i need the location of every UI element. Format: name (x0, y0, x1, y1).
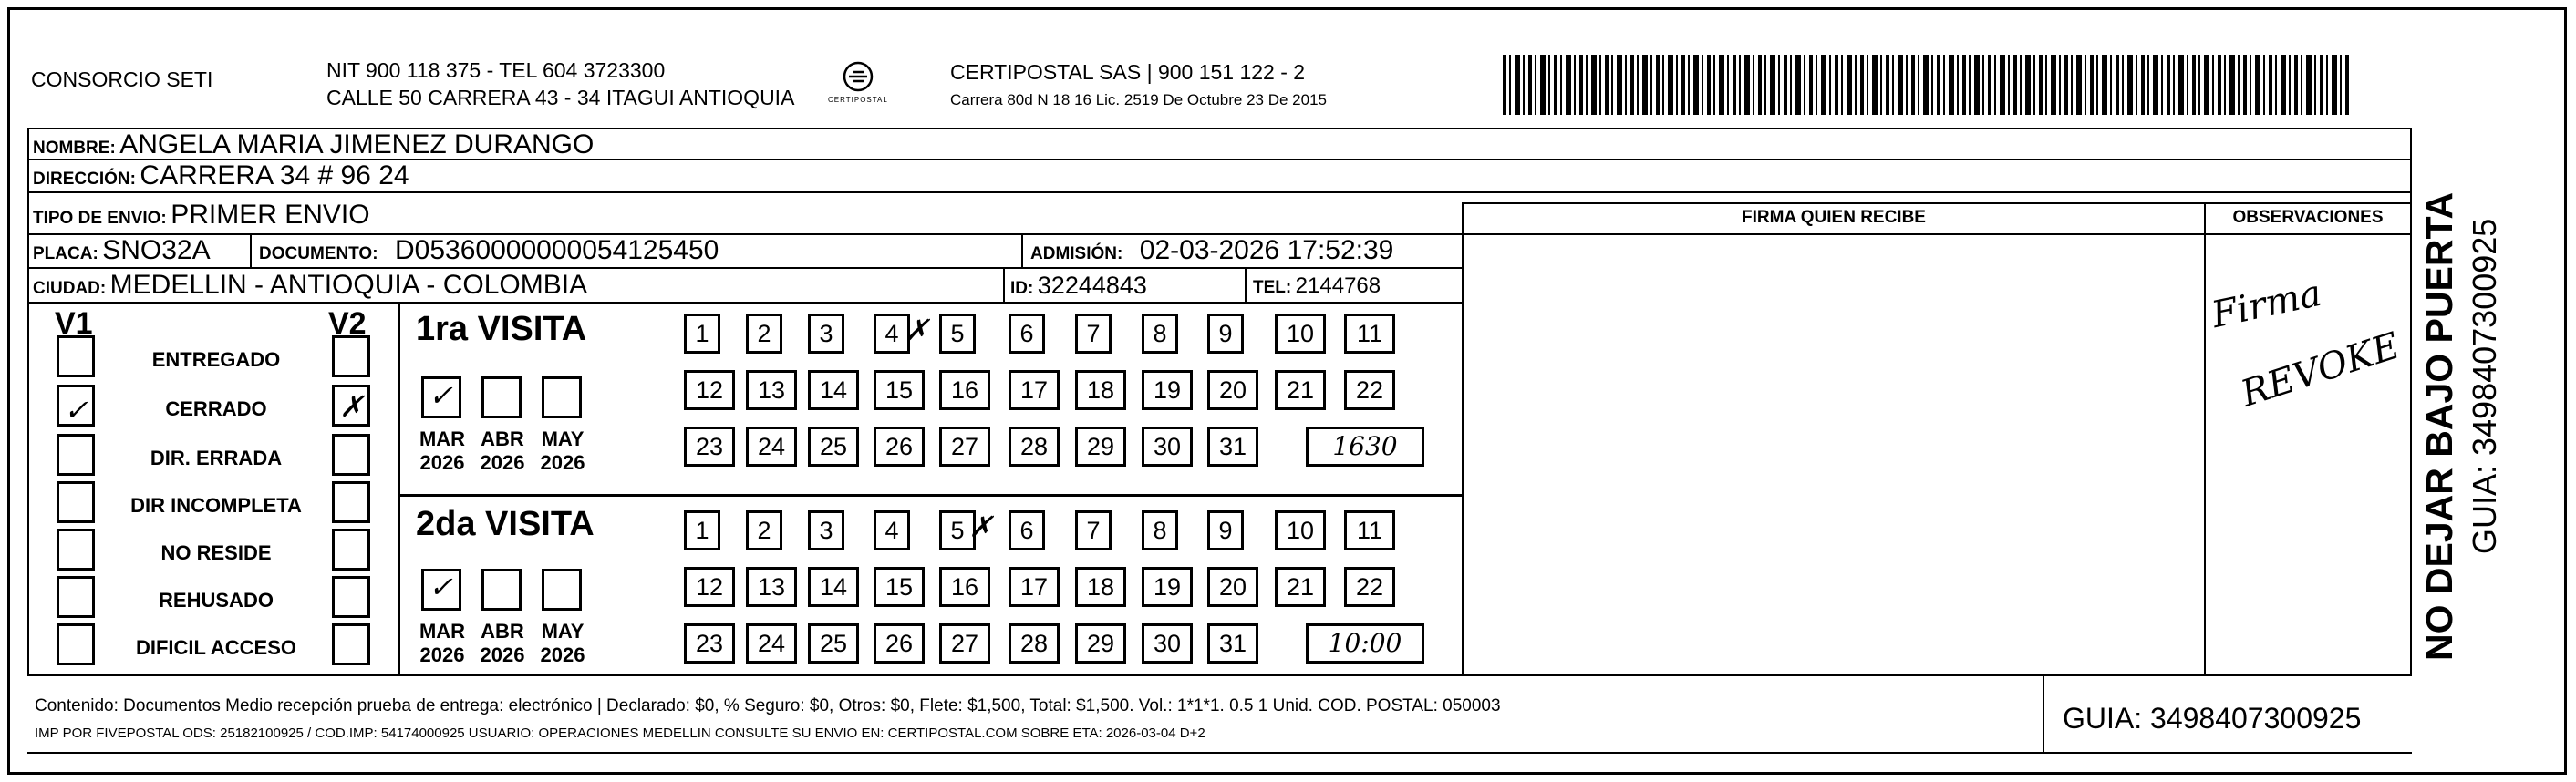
visit1-day-box[interactable]: 26 (874, 427, 925, 467)
v1-checkbox[interactable] (57, 335, 95, 377)
observaciones-label: OBSERVACIONES (2232, 208, 2384, 227)
visit1-day-box[interactable]: 14 (808, 370, 859, 410)
visit2-day-box[interactable]: 30 (1142, 623, 1193, 664)
visit1-day-box[interactable]: 12 (684, 370, 735, 410)
nombre-label: NOMBRE: (33, 139, 116, 158)
v1-cerrado-mark: ✓ (64, 393, 88, 427)
direccion-label: DIRECCIÓN: (33, 170, 136, 189)
visit1-day-box[interactable]: 11 (1344, 314, 1395, 354)
nombre-row (33, 129, 594, 160)
visit2-day-box[interactable]: 7 (1075, 510, 1112, 550)
v1-checkbox[interactable] (57, 481, 95, 523)
contenido-line: Contenido: Documentos Medio recepción prueba de entrega: electrónico | Declarado: $0, % Seguro: $0, Otros: $0, Flete: $1,500, Total: $1,500. Vol.: 1*1*1. 0.5 1 Unid. COD. POSTAL: 050003 (35, 696, 1501, 715)
direccion-row (33, 160, 409, 191)
visit2-day-box[interactable]: 27 (939, 623, 990, 664)
v2-checkbox[interactable] (332, 335, 370, 377)
visit1-time-box[interactable]: 1630 (1306, 427, 1424, 467)
visit2-day-box[interactable]: 31 (1207, 623, 1258, 664)
direccion-value: CARRERA 34 # 96 24 (140, 160, 409, 190)
placa-field (33, 235, 211, 266)
visit2-day-box[interactable]: 19 (1142, 567, 1193, 607)
status-option-label: NO RESIDE (160, 541, 272, 564)
observaciones-handwriting-1: Firma (2208, 272, 2325, 337)
visit2-day-box[interactable]: 11 (1344, 510, 1395, 550)
documento-label: DOCUMENTO: (259, 244, 378, 263)
visit2-day-box[interactable]: 9 (1207, 510, 1244, 550)
status-option-label: DIR INCOMPLETA (130, 494, 302, 517)
certipostal-logo (842, 60, 874, 93)
visit2-day-box[interactable]: 3 (808, 510, 844, 550)
license-line: Carrera 80d N 18 16 Lic. 2519 De Octubre 23 De 2015 (950, 91, 1327, 108)
visit1-day-box[interactable]: 22 (1344, 370, 1395, 410)
visit2-day-box[interactable]: 2 (746, 510, 782, 550)
footer-guia: GUIA: 3498407300925 (2063, 702, 2362, 735)
visit2-day-box[interactable]: 1 (684, 510, 720, 550)
visit2-day-box[interactable]: 22 (1344, 567, 1395, 607)
visit1-day-box[interactable]: 21 (1275, 370, 1326, 410)
admision-value: 02-03-2026 17:52:39 (1139, 235, 1394, 265)
visit1-day-box[interactable]: 27 (939, 427, 990, 467)
visit2-day-box[interactable]: 16 (939, 567, 990, 607)
visit1-day-box[interactable]: 3 (808, 314, 844, 354)
visit2-mar-mark: ✓ (429, 570, 453, 604)
visit2-day-box[interactable]: 8 (1142, 510, 1178, 550)
visit1-day-box[interactable]: 30 (1142, 427, 1193, 467)
imp-line: IMP POR FIVEPOSTAL ODS: 25182100925 / COD.IMP: 54174000925 USUARIO: OPERACIONES MEDELLIN CONSULTE SU ENVIO EN: CERTIPOSTAL.COM SOBRE ETA: 2026-03-04 D+2 (35, 725, 1205, 741)
v2-checkbox[interactable] (332, 481, 370, 523)
no-dejar-text: NO DEJAR BAJO PUERTA (2418, 191, 2460, 661)
visit1-day-box[interactable]: 13 (746, 370, 797, 410)
visit2-day-box[interactable]: 13 (746, 567, 797, 607)
v1-checkbox[interactable] (57, 434, 95, 476)
visit1-day-box[interactable]: 10 (1275, 314, 1326, 354)
visit1-day-box[interactable]: 8 (1142, 314, 1178, 354)
visit2-month-label: MAY (541, 620, 585, 643)
visit2-month-checkbox[interactable] (481, 569, 522, 611)
v1-label: V1 (55, 306, 93, 341)
admision-label: ADMISIÓN: (1030, 244, 1123, 263)
v2-cerrado-mark: ✗ (339, 389, 364, 424)
documento-field (259, 235, 719, 266)
barcode (1503, 55, 2351, 115)
visit1-day-box[interactable]: 31 (1207, 427, 1258, 467)
tipo-label: TIPO DE ENVIO: (33, 209, 167, 228)
ciudad-field (33, 270, 587, 301)
visit2-day-mark: ✗ (968, 509, 993, 544)
status-option-label: ENTREGADO (151, 348, 281, 371)
visit1-day-box[interactable]: 25 (808, 427, 859, 467)
visit1-day-box[interactable]: 4 (874, 314, 910, 354)
visit2-day-box[interactable]: 5 (939, 510, 976, 550)
certipostal-line: CERTIPOSTAL SAS | 900 151 122 - 2 (950, 60, 1306, 84)
visit1-day-box[interactable]: 23 (684, 427, 735, 467)
visit1-month-checkbox[interactable] (481, 376, 522, 418)
visit2-title: 2da VISITA (416, 505, 595, 543)
visit1-day-box[interactable]: 19 (1142, 370, 1193, 410)
v1-checkbox[interactable] (57, 576, 95, 618)
visit2-month-year: 2026 (540, 643, 585, 666)
visit1-month-label: MAY (541, 427, 585, 450)
visit2-month-label: MAR (419, 620, 466, 643)
tel-label: TEL: (1253, 278, 1292, 297)
visit2-day-box[interactable]: 15 (874, 567, 925, 607)
visit1-day-box[interactable]: 18 (1075, 370, 1126, 410)
visit1-day-mark: ✗ (905, 313, 929, 347)
visit2-day-box[interactable]: 25 (808, 623, 859, 664)
id-label: ID: (1010, 279, 1034, 298)
visit2-month-checkbox[interactable] (542, 569, 582, 611)
v2-label: V2 (328, 306, 367, 341)
visit1-day-box[interactable]: 5 (939, 314, 976, 354)
visit2-day-box[interactable]: 29 (1075, 623, 1126, 664)
visit1-month-year: 2026 (480, 451, 525, 474)
visit2-day-box[interactable]: 28 (1009, 623, 1060, 664)
visit2-month-year: 2026 (480, 643, 525, 666)
tipo-row (33, 200, 370, 231)
status-option-label: REHUSADO (159, 589, 274, 612)
visit1-day-box[interactable]: 9 (1207, 314, 1244, 354)
visit2-day-box[interactable]: 10 (1275, 510, 1326, 550)
visit1-day-box[interactable]: 15 (874, 370, 925, 410)
ciudad-label: CIUDAD: (33, 279, 107, 298)
visit1-day-box[interactable]: 29 (1075, 427, 1126, 467)
logo-text: CERTIPOSTAL (828, 96, 888, 104)
visit2-day-box[interactable]: 26 (874, 623, 925, 664)
visit1-month-label: MAR (419, 427, 466, 450)
address-line: CALLE 50 CARRERA 43 - 34 ITAGUI ANTIOQUIA (326, 86, 795, 109)
visit1-day-box[interactable]: 2 (746, 314, 782, 354)
visit1-day-box[interactable]: 17 (1009, 370, 1060, 410)
v1-checkbox[interactable] (57, 529, 95, 571)
visit2-time-box[interactable]: 10:00 (1306, 623, 1424, 664)
nombre-value: ANGELA MARIA JIMENEZ DURANGO (119, 129, 595, 159)
status-option-label: DIFICIL ACCESO (135, 636, 296, 659)
placa-value: SNO32A (102, 235, 211, 265)
placa-label: PLACA: (33, 244, 98, 263)
visit1-day-box[interactable]: 6 (1009, 314, 1045, 354)
visit2-day-box[interactable]: 21 (1275, 567, 1326, 607)
visit1-day-box[interactable]: 1 (684, 314, 720, 354)
visit1-month-label: ABR (481, 427, 524, 450)
status-option-label: CERRADO (165, 397, 267, 420)
documento-value: D05360000000054125450 (395, 235, 719, 265)
visit1-title: 1ra VISITA (416, 310, 587, 348)
nit-line: NIT 900 118 375 - TEL 604 3723300 (326, 58, 666, 82)
visit1-month-checkbox[interactable] (542, 376, 582, 418)
ciudad-value: MEDELLIN - ANTIOQUIA - COLOMBIA (109, 270, 588, 300)
visit1-day-box[interactable]: 16 (939, 370, 990, 410)
company-name: CONSORCIO SETI (31, 67, 213, 91)
visit2-day-box[interactable]: 12 (684, 567, 735, 607)
tel-field (1253, 273, 1381, 299)
visit1-day-box[interactable]: 28 (1009, 427, 1060, 467)
visit2-day-box[interactable]: 17 (1009, 567, 1060, 607)
id-value: 32244843 (1037, 272, 1147, 299)
visit2-day-box[interactable]: 23 (684, 623, 735, 664)
v2-checkbox[interactable] (332, 623, 370, 665)
v2-checkbox[interactable] (332, 529, 370, 571)
visit2-month-label: ABR (481, 620, 524, 643)
status-option-label: DIR. ERRADA (150, 447, 283, 469)
v2-checkbox[interactable] (332, 576, 370, 618)
side-guia: GUIA: 3498407300925 (2466, 218, 2503, 554)
v1-checkbox[interactable] (57, 623, 95, 665)
id-field (1010, 272, 1147, 300)
visit2-day-box[interactable]: 14 (808, 567, 859, 607)
visit2-day-box[interactable]: 20 (1207, 567, 1258, 607)
tipo-value: PRIMER ENVIO (171, 200, 370, 230)
visit1-day-box[interactable]: 7 (1075, 314, 1112, 354)
visit2-month-year: 2026 (419, 643, 465, 666)
tel-value: 2144768 (1295, 273, 1381, 298)
visit2-day-box[interactable]: 4 (874, 510, 910, 550)
admision-field (1030, 235, 1393, 266)
visit1-day-box[interactable]: 20 (1207, 370, 1258, 410)
v2-checkbox[interactable] (332, 434, 370, 476)
firma-label: FIRMA QUIEN RECIBE (1742, 208, 1926, 227)
visit1-day-box[interactable]: 24 (746, 427, 797, 467)
visit2-day-box[interactable]: 18 (1075, 567, 1126, 607)
visit2-day-box[interactable]: 6 (1009, 510, 1045, 550)
visit1-mar-mark: ✓ (429, 378, 453, 413)
observaciones-handwriting-2: REVOKE (2236, 324, 2405, 416)
visit1-month-year: 2026 (540, 451, 585, 474)
visit1-month-year: 2026 (419, 451, 465, 474)
visit2-day-box[interactable]: 24 (746, 623, 797, 664)
